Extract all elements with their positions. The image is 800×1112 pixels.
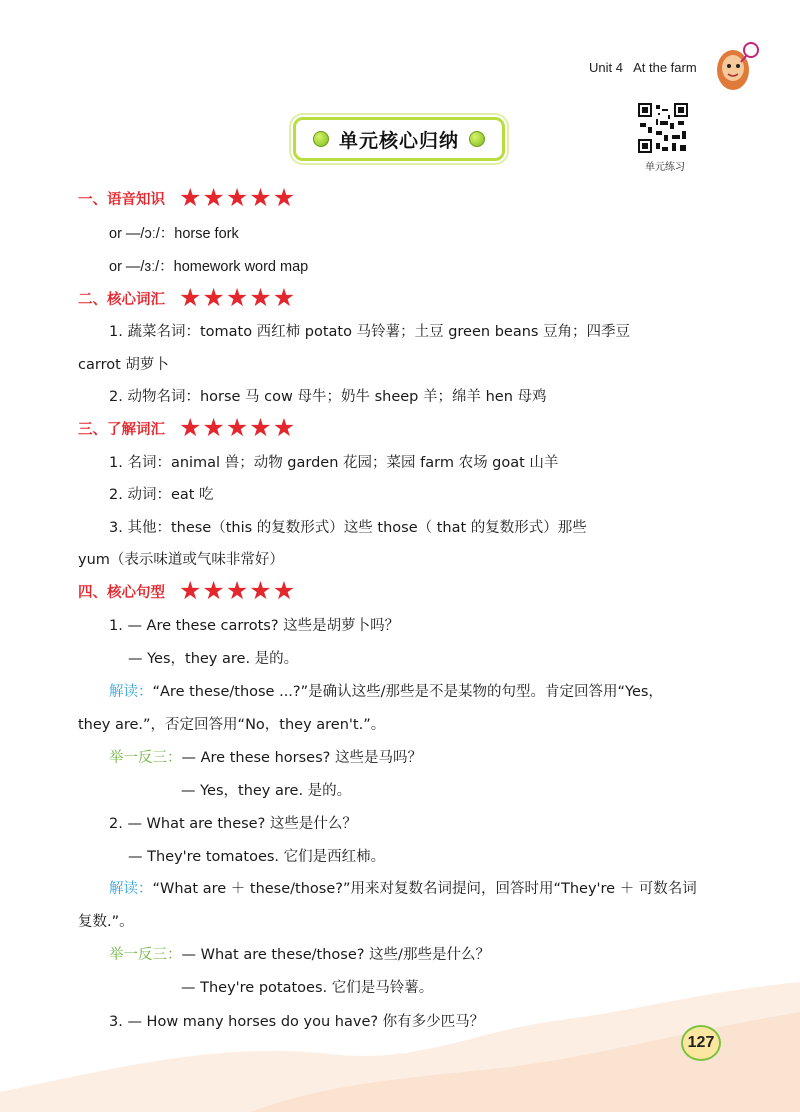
star-icon: ★ [272,413,296,442]
phonics-line: or —/ɔː/：horse fork [109,226,239,242]
unit-summary-title-box [293,117,505,161]
vocab-line: 2. 动词：eat 吃 [109,487,214,503]
star-icon: ★ [202,183,225,212]
star-rating [179,283,296,312]
example-line [109,945,490,965]
star-icon: ★ [249,283,272,312]
star-icon: ★ [225,183,249,212]
vocab-line: carrot 胡萝卜 [78,357,169,373]
star-rating [179,576,296,605]
star-icon: ★ [249,183,272,212]
note-text: “What are ＋ these/those?”用来对复数名词提问，回答时用“They're ＋ 可数名词 [152,881,697,897]
example-text: — Are these horses? 这些是马吗？ [181,750,422,766]
section-title: 三、了解词汇 [78,421,165,438]
star-icon: ★ [225,576,249,605]
section-title: 二、核心词汇 [78,291,165,308]
section-extra-vocab [78,413,296,442]
star-icon: ★ [272,576,296,605]
star-icon: ★ [225,283,249,312]
star-icon: ★ [179,413,202,442]
example-text: — What are these/those? 这些/那些是什么？ [181,947,490,963]
star-rating [179,413,296,442]
section-core-vocab [78,283,296,312]
example-label: 举一反三： [109,750,182,766]
star-icon: ★ [202,576,225,605]
section-phonics [78,183,296,212]
vocab-line: 2. 动物名词：horse 马 cow 母牛；奶牛 sheep 羊；绵羊 hen 母鸡 [109,389,547,405]
sentence-line: — Yes，they are. 是的。 [128,651,299,667]
vocab-line: 1. 蔬菜名词：tomato 西红柿 potato 马铃薯；土豆 green beans 豆角；四季豆 [109,324,631,340]
mascot-icon [707,40,763,96]
note-line [109,879,697,899]
note-line: they are.”，否定回答用“No，they aren't.”。 [78,717,386,733]
vocab-line: 1. 名词：animal 兽；动物 garden 花园；菜园 farm 农场 goat 山羊 [109,455,559,471]
qr-label: 单元练习 [645,162,685,173]
star-icon: ★ [202,283,225,312]
example-line: — Yes，they are. 是的。 [181,783,352,799]
note-text: “Are these/those ...?”是确认这些/那些是不是某物的句型。肯定回答用“Yes， [152,684,663,700]
sentence-line: 3. — How many horses do you have? 你有多少匹马？ [109,1014,485,1030]
star-icon: ★ [249,576,272,605]
note-label: 解读： [109,881,153,897]
note-line [109,682,663,702]
green-dot-icon [469,131,485,147]
note-line: 复数.”。 [78,914,134,930]
example-label: 举一反三： [109,947,182,963]
vocab-line: 3. 其他：these（this 的复数形式）这些 those（ that 的复数形式）那些 [109,520,587,536]
section-title: 一、语音知识 [78,191,165,208]
sentence-line: 1. — Are these carrots? 这些是胡萝卜吗？ [109,618,400,634]
vocab-line: yum（表示味道或气味非常好） [78,552,284,568]
note-label: 解读： [109,684,153,700]
phonics-line: or —/ɜː/：homework word map [109,259,309,275]
star-rating [179,183,296,212]
page-number: 127 [681,1025,721,1061]
section-title: 四、核心句型 [78,584,165,601]
star-icon: ★ [249,413,272,442]
star-icon: ★ [202,413,225,442]
section-core-sentences [78,576,296,605]
star-icon: ★ [179,183,202,212]
star-icon: ★ [225,413,249,442]
star-icon: ★ [272,183,296,212]
unit-header: Unit 4 At the farm [589,60,697,75]
green-dot-icon [313,131,329,147]
star-icon: ★ [272,283,296,312]
qr-code-icon[interactable] [636,101,690,155]
star-icon: ★ [179,576,202,605]
sentence-line: — They're tomatoes. 它们是西红柿。 [128,849,386,865]
page-title: 单元核心归纳 [338,129,459,152]
sentence-line: 2. — What are these? 这些是什么？ [109,816,357,832]
star-icon: ★ [179,283,202,312]
example-line: — They're potatoes. 它们是马铃薯。 [181,980,434,996]
example-line [109,748,422,768]
